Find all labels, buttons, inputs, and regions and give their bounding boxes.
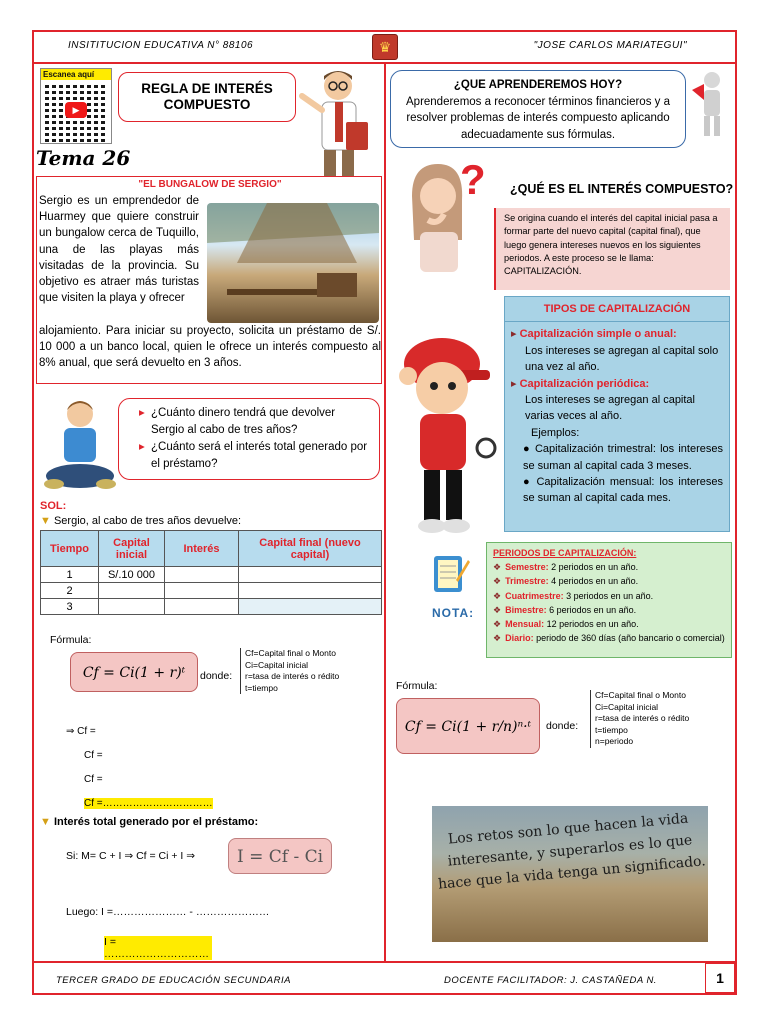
note-label: NOTA: [432, 606, 475, 620]
si-line: Si: M= C + I ⇒ Cf = Ci + I ⇒ [66, 850, 196, 862]
questions-box [118, 398, 380, 480]
period-key: Trimestre: [505, 576, 549, 587]
legend-item: r=tasa de interés o rédito [595, 713, 690, 723]
qr-pattern [45, 82, 107, 142]
example-quarterly-text: Capitalización trimestral: los intereses se suman al capital cada 3 meses. [523, 443, 723, 472]
simple-title: Capitalización simple o anual: [519, 328, 677, 341]
school-crest-icon: ♛ [372, 34, 398, 60]
table-cell[interactable] [239, 583, 382, 599]
page-title: REGLA DE INTERÉS COMPUESTO [118, 72, 296, 122]
table-row [41, 599, 382, 615]
donde-label-right: donde: [546, 720, 579, 732]
period-item [493, 560, 725, 574]
period-key: Bimestre: [505, 604, 547, 615]
learning-goal-box [390, 70, 686, 148]
capitalization-types-title: TIPOS DE CAPITALIZACIÓN [505, 297, 729, 322]
period-value: 6 periodos en un año. [546, 604, 637, 615]
question-item: ▸ ¿Cuánto dinero tendrá que devolver Sergio al cabo de tres años? [139, 405, 371, 439]
legend-item: t=tiempo [245, 682, 278, 693]
arrow-icon: ❖ [493, 590, 502, 601]
cf-line: Cf = [84, 774, 103, 785]
example-monthly-text: Capitalización mensual: los intereses se suman al capital cada mes. [523, 476, 724, 505]
school-title: "JOSE CARLOS MARIATEGUI" [533, 40, 687, 51]
table-cell[interactable] [165, 599, 239, 615]
cf-line: Cf = [84, 750, 103, 761]
table-cell[interactable] [99, 599, 165, 615]
legend-item: Ci=Capital inicial [595, 701, 659, 712]
legend-item: t=tiempo [595, 724, 628, 735]
table-cell[interactable] [239, 599, 382, 615]
table-cell: 2 [41, 583, 99, 599]
period-key: Mensual: [505, 619, 545, 630]
story-text-part-1: Sergio es un emprendedor de Huarmey que quiere construir un bungalow cerca de Tuquillo, una de las playas más visitadas de la provincia. Su objetivo es atraer más turistas que visiten la playa y ofrecer [39, 195, 199, 305]
table-header: Tiempo [41, 531, 99, 567]
period-value: 4 periodos en un año. [548, 576, 639, 587]
period-item [493, 603, 725, 617]
table-cell[interactable] [99, 583, 165, 599]
cf-lines [66, 720, 213, 816]
table-cell: S/.10 000 [99, 567, 165, 583]
footer-teacher: DOCENTE FACILITADOR: J. CASTAÑEDA N. [444, 975, 657, 986]
qr-code[interactable] [40, 68, 112, 144]
interest-total-heading [40, 816, 258, 828]
periodic-title: Capitalización periódica: [519, 377, 650, 390]
notepad-icon [430, 550, 470, 594]
interest-answer[interactable]: I = ………………………… [104, 936, 212, 960]
table-cell: 3 [41, 599, 99, 615]
arrow-icon: ❖ [493, 604, 502, 615]
formula-legend-right [590, 690, 689, 748]
footer-grade: TERCER GRADO DE EDUCACIÓN SECUNDARIA [56, 975, 291, 986]
table-header: Capital inicial [99, 531, 165, 567]
period-key: Cuatrimestre: [505, 590, 564, 601]
cf-answer-line[interactable]: Cf =…………………………… [84, 798, 213, 809]
motivational-quote-image [432, 806, 708, 942]
teacher-illustration-icon [298, 66, 380, 178]
period-key: Diario: [505, 633, 534, 644]
examples-label: Ejemplos: [531, 426, 580, 439]
legend-item: n=periodo [595, 736, 634, 746]
arrow-icon: ▸ [511, 377, 520, 390]
qr-label: Escanea aquí [41, 69, 111, 80]
cf-line: ⇒ Cf = [66, 726, 96, 737]
topic-number: Tema 26 [36, 146, 131, 170]
sergio-line [40, 515, 241, 527]
beach-bungalow-image [207, 203, 379, 323]
formula-periodic: Cf = Ci(1 + r/n)ⁿ·ᵗ [396, 698, 540, 754]
school-name: INSITITUCION EDUCATIVA N° 88106 [68, 40, 254, 51]
donde-label: donde: [200, 670, 233, 682]
arrow-icon: ▸ [511, 328, 520, 341]
formula-simple: Cf = Ci(1 + r)ᵗ [70, 652, 198, 692]
table-header: Capital final (nuevo capital) [239, 531, 382, 567]
table-header-row [41, 531, 382, 567]
table-cell[interactable] [165, 567, 239, 583]
formula-label-right: Fórmula: [396, 680, 438, 692]
arrow-icon: ❖ [493, 619, 502, 630]
example-quarterly: ● Capitalización trimestral: los intereses se suman al capital cada 3 meses. [523, 443, 723, 472]
periods-title: PERIODOS DE CAPITALIZACIÓN: [493, 548, 637, 558]
formula-label: Fórmula: [50, 634, 92, 646]
page-header [34, 32, 735, 64]
bullet-icon: ▼ [40, 816, 54, 828]
table-cell[interactable] [165, 583, 239, 599]
quote-text: Los retos son lo que hacen la vida interesante, y superarlos es lo que hace que la vida tenga un significado. [437, 810, 707, 893]
youtube-icon: ▶ [65, 102, 87, 118]
story-title: "EL BUNGALOW DE SERGIO" [138, 179, 282, 190]
learning-goal-text: Aprenderemos a reconocer términos financieros y a resolver problemas de interés compuesto aplicando adecuadamente sus fórmulas. [406, 95, 670, 141]
solution-label: SOL: [40, 500, 67, 512]
table-row [41, 583, 382, 599]
question-mark-icon: ? [460, 156, 486, 203]
story-text-part-2: alojamiento. Para iniciar su proyecto, solicita un préstamo de S/. 10 000 a un banco local, quien le ofrece un interés compuesto al 8% anual, que será devuelto en 3 años. [39, 325, 381, 370]
arrow-icon: ❖ [493, 576, 502, 587]
legend-item: Ci=Capital inicial [245, 659, 309, 670]
table-header: Interés [165, 531, 239, 567]
legend-item: r=tasa de interés o rédito [245, 671, 340, 681]
example-monthly: ● Capitalización mensual: los intereses se suman al capital cada mes. [523, 476, 724, 505]
legend-item: Cf=Capital final o Monto [245, 648, 336, 658]
period-value: periodo de 360 días (año bancario o comercial) [533, 633, 725, 644]
megaphone-figure-icon [690, 68, 732, 138]
capital-table [40, 530, 382, 615]
section-title: ¿QUÉ ES EL INTERÉS COMPUESTO? [510, 182, 734, 196]
period-item [493, 631, 725, 645]
formula-legend [240, 648, 339, 694]
learning-goal-title: ¿QUE APRENDEREMOS HOY? [453, 79, 623, 91]
period-key: Semestre: [505, 562, 549, 573]
legend-item: Cf=Capital final o Monto [595, 690, 686, 700]
bullet-icon: ▼ [40, 515, 54, 527]
column-divider [384, 64, 386, 961]
period-value: 3 periodos en un año. [563, 590, 654, 601]
page-number: 1 [705, 963, 735, 993]
story-box [36, 176, 382, 384]
explorer-kid-icon [390, 320, 500, 540]
period-item [493, 617, 725, 631]
table-cell[interactable] [239, 567, 382, 583]
student-illustration-icon [40, 396, 118, 492]
table-cell: 1 [41, 567, 99, 583]
interest-total-text: Interés total generado por el préstamo: [53, 816, 259, 828]
capitalization-periods-box [486, 542, 732, 658]
question-item: ▸ ¿Cuánto será el interés total generado por el préstamo? [139, 439, 371, 473]
arrow-icon: ❖ [493, 562, 502, 573]
capitalization-types-box [504, 296, 730, 532]
definition-box: Se origina cuando el interés del capital inicial pasa a formar parte del nuevo capital (capital final), que luego genera intereses nuevos en los siguientes periodos. A este proceso se le llama: CAPITALIZACIÓN. [494, 208, 730, 290]
page-footer [34, 961, 735, 993]
period-value: 2 periodos en un año. [548, 562, 639, 573]
period-value: 12 periodos en un año. [544, 619, 639, 630]
simple-text: Los intereses se agregan al capital solo una vez al año. [525, 344, 719, 374]
sergio-line-text: Sergio, al cabo de tres años devuelve: [53, 515, 242, 527]
periodic-text: Los intereses se agregan al capital varias veces al año. [525, 394, 695, 423]
interest-formula: I = Cf - Ci [228, 838, 332, 874]
luego-line[interactable]: Luego: I =………………… - ………………… [66, 906, 270, 918]
table-row [41, 567, 382, 583]
arrow-icon: ❖ [493, 633, 502, 644]
period-item [493, 574, 725, 588]
period-item [493, 589, 725, 603]
